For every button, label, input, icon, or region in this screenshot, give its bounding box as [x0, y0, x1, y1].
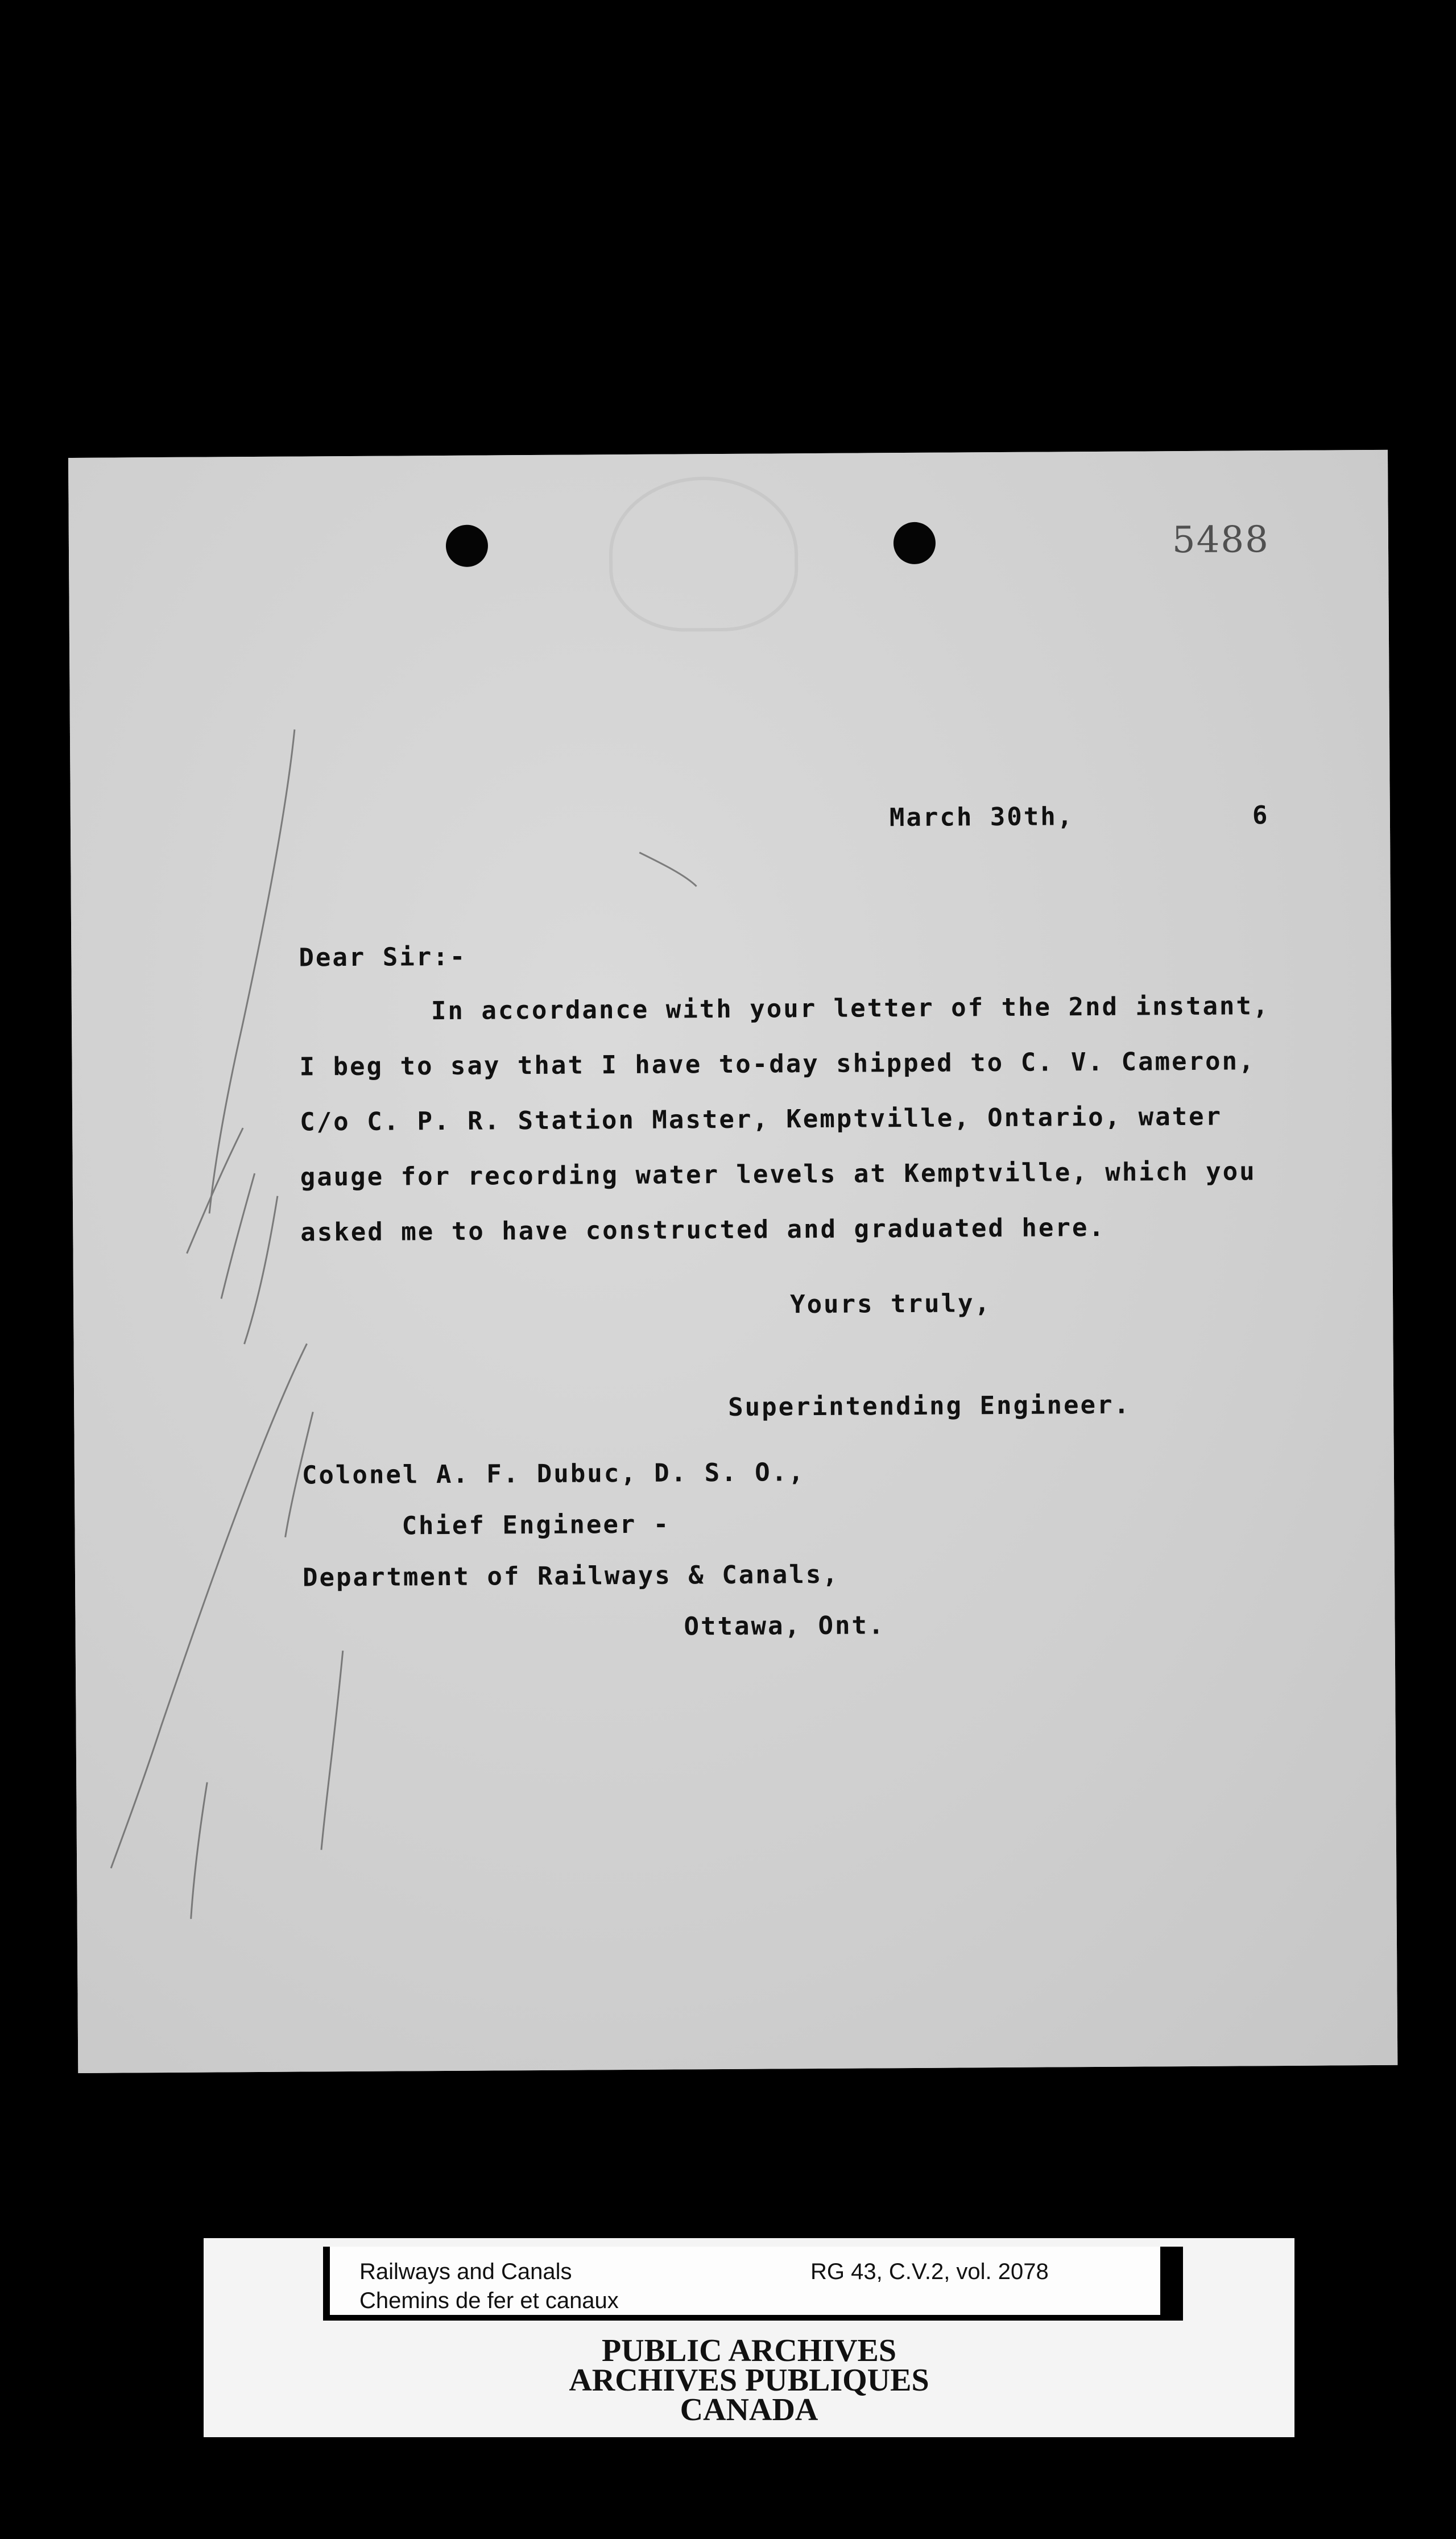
- body-line-1: In accordance with your letter of the 2nd instant,: [431, 991, 1270, 1026]
- addressee-department: Department of Railways & Canals,: [302, 1560, 839, 1593]
- fonds-french: Chemins de fer et canaux: [359, 2288, 619, 2313]
- letter-date: March 30th,: [889, 802, 1074, 833]
- letter-page: [68, 450, 1397, 2073]
- body-line-3: C/o C. P. R. Station Master, Kemptville, Ontario, water: [299, 1102, 1223, 1137]
- archive-label: [204, 2238, 1294, 2437]
- archive-reference-strip: [323, 2247, 1183, 2321]
- archive-title-english: PUBLIC ARCHIVES: [601, 2333, 897, 2368]
- salutation: Dear Sir:-: [299, 942, 467, 973]
- fonds-english: Railways and Canals: [359, 2259, 572, 2284]
- pencil-marks: [68, 450, 1397, 2073]
- addressee-city: Ottawa, Ont.: [684, 1611, 886, 1641]
- signature-title: Superintending Engineer.: [728, 1390, 1131, 1422]
- archive-title-country: CANADA: [680, 2392, 818, 2428]
- body-line-4: gauge for recording water levels at Kemptville, which you: [300, 1157, 1256, 1192]
- archive-reference: RG 43, C.V.2, vol. 2078: [810, 2259, 1049, 2284]
- closing: Yours truly,: [789, 1289, 992, 1320]
- body-line-2: I beg to say that I have to-day shipped to C. V. Cameron,: [299, 1047, 1256, 1082]
- addressee-title: Chief Engineer -: [402, 1510, 671, 1541]
- page-marker: 6: [1252, 801, 1269, 830]
- file-number: 5488: [1172, 519, 1270, 562]
- addressee-name: Colonel A. F. Dubuc, D. S. O.,: [301, 1458, 805, 1490]
- punch-hole-left: [446, 524, 488, 566]
- body-line-5: asked me to have constructed and graduated here.: [300, 1213, 1106, 1247]
- punch-hole-right: [894, 522, 936, 564]
- archive-title-french: ARCHIVES PUBLIQUES: [569, 2363, 929, 2398]
- faint-stamp: [609, 476, 799, 632]
